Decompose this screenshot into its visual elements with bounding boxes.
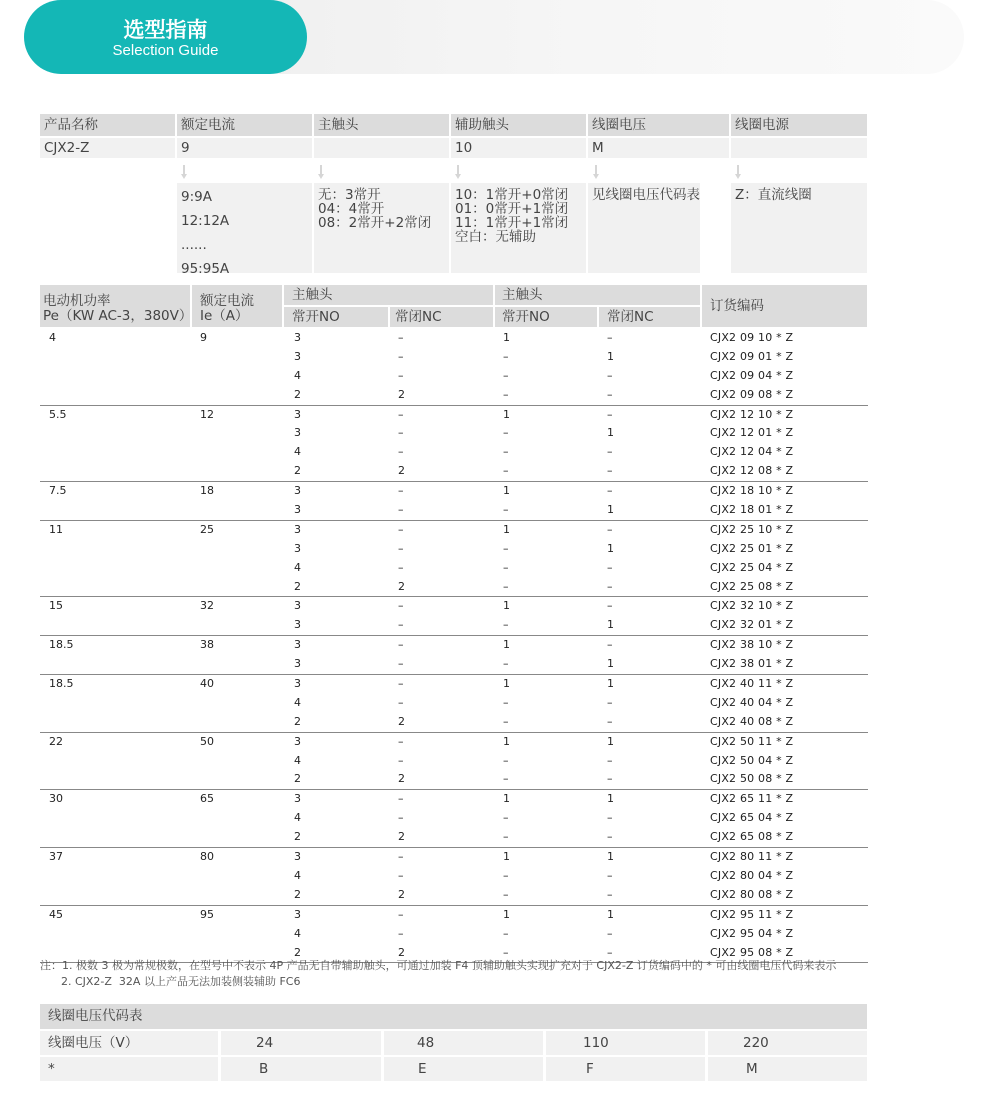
aux-nc-cell: – (607, 464, 613, 478)
table-group (40, 790, 868, 848)
rated-current-cell: 9 (200, 331, 207, 344)
aux-no-cell: 1 (503, 792, 510, 806)
order-code-cell: CJX2 80 11 * Z (710, 850, 794, 864)
table-row (40, 597, 868, 616)
order-code-cell: CJX2 32 01 * Z (710, 618, 794, 632)
model-value-current: 9 (177, 138, 312, 158)
aux-no-cell: – (503, 579, 509, 593)
table-group (40, 848, 868, 906)
coil-voltage-label: 线圈电压（V） (40, 1031, 218, 1055)
aux-no-cell: – (503, 657, 509, 671)
table-row (40, 713, 868, 732)
coil-voltage-220: 220 (708, 1031, 867, 1055)
main-no-cell: 3 (294, 522, 301, 536)
order-code-cell: CJX2 09 04 * Z (710, 368, 794, 382)
table-row (40, 501, 868, 520)
main-no-cell: 4 (294, 868, 301, 882)
model-value-coil-voltage: M (588, 138, 729, 158)
table-row (40, 906, 868, 925)
order-code-cell: CJX2 18 01 * Z (710, 503, 794, 517)
table-group (40, 675, 868, 733)
notes (40, 958, 836, 990)
model-value-product: CJX2-Z (40, 138, 175, 158)
main-no-cell: 3 (294, 349, 301, 363)
coil-voltage-24: 24 (221, 1031, 381, 1055)
main-no-cell: 3 (294, 484, 301, 498)
header-motor-power-line1: 电动机功率 (43, 293, 111, 309)
main-no-cell: 3 (294, 541, 301, 555)
main-nc-cell: – (398, 560, 404, 574)
table-row (40, 578, 868, 597)
main-no-cell: 2 (294, 887, 301, 901)
aux-no-cell: – (503, 560, 509, 574)
aux-no-cell: – (503, 945, 509, 959)
order-code-cell: CJX2 40 11 * Z (710, 677, 794, 691)
aux-nc-cell: – (607, 868, 613, 882)
main-nc-cell: – (398, 522, 404, 536)
arrow-down-icon (735, 165, 741, 179)
main-no-cell: 4 (294, 368, 301, 382)
table-row (40, 655, 868, 674)
table-group (40, 406, 868, 483)
main-nc-cell: – (398, 638, 404, 652)
motor-power-cell: 18.5 (49, 677, 74, 691)
table-row (40, 329, 868, 348)
main-nc-cell: – (398, 850, 404, 864)
detail-current-options: 9:9A 12:12A ...... 95:95A (177, 183, 312, 273)
aux-no-cell: – (503, 503, 509, 517)
table-row (40, 386, 868, 405)
order-code-cell: CJX2 40 08 * Z (710, 714, 794, 728)
main-no-cell: 4 (294, 560, 301, 574)
main-no-cell: 2 (294, 464, 301, 478)
model-value-coil-supply (731, 138, 867, 158)
main-no-cell: 3 (294, 599, 301, 613)
rated-current-cell: 80 (200, 850, 214, 864)
order-code-cell: CJX2 95 08 * Z (710, 945, 794, 959)
aux-no-cell: – (503, 695, 509, 709)
header-main-contact: 主触头 (284, 285, 493, 305)
aux-no-cell: – (503, 541, 509, 555)
motor-power-cell: 30 (49, 792, 63, 806)
arrow-down-icon (181, 165, 187, 179)
table-group (40, 733, 868, 791)
table-row (40, 424, 868, 443)
order-code-cell: CJX2 25 04 * Z (710, 560, 794, 574)
main-no-cell: 4 (294, 695, 301, 709)
order-code-cell: CJX2 65 04 * Z (710, 811, 794, 825)
rated-current-cell: 25 (200, 522, 214, 536)
table-row (40, 694, 868, 713)
model-value-main-contact (314, 138, 449, 158)
main-nc-cell: – (398, 753, 404, 767)
detail-coil-supply-options: Z：直流线圈 (731, 183, 867, 273)
order-code-cell: CJX2 25 08 * Z (710, 579, 794, 593)
aux-nc-cell: – (607, 368, 613, 382)
aux-no-cell: – (503, 926, 509, 940)
main-nc-cell: – (398, 734, 404, 748)
main-no-cell: 2 (294, 772, 301, 786)
detail-main-contact-options: 无：3常开 04：4常开 08：2常开+2常闭 (314, 183, 449, 273)
header-rated-current-line1: 额定电流 (200, 293, 254, 309)
main-no-cell: 2 (294, 579, 301, 593)
main-nc-cell: – (398, 503, 404, 517)
main-no-cell: 3 (294, 618, 301, 632)
table-row (40, 540, 868, 559)
aux-nc-cell: – (607, 407, 613, 421)
coil-code-e: E (384, 1057, 543, 1081)
aux-no-cell: 1 (503, 677, 510, 691)
aux-nc-cell: – (607, 753, 613, 767)
table-group (40, 636, 868, 675)
aux-nc-cell: – (607, 926, 613, 940)
order-code-cell: CJX2 95 04 * Z (710, 926, 794, 940)
section-title-en: Selection Guide (112, 42, 219, 59)
table-row (40, 790, 868, 809)
coil-code-b: B (221, 1057, 381, 1081)
model-header-coil-supply: 线圈电源 (731, 114, 867, 136)
aux-no-cell: 1 (503, 522, 510, 536)
main-no-cell: 3 (294, 638, 301, 652)
main-nc-cell: 2 (398, 714, 405, 728)
rated-current-cell: 40 (200, 677, 214, 691)
table-row (40, 482, 868, 501)
aux-nc-cell: – (607, 579, 613, 593)
table-row (40, 367, 868, 386)
main-nc-cell: – (398, 484, 404, 498)
coil-code-label: * (40, 1057, 218, 1081)
order-code-cell: CJX2 12 04 * Z (710, 445, 794, 459)
table-row (40, 462, 868, 481)
aux-nc-cell: – (607, 331, 613, 344)
aux-nc-cell: – (607, 484, 613, 498)
coil-code-f: F (546, 1057, 705, 1081)
model-header-current: 额定电流 (177, 114, 312, 136)
table-row (40, 636, 868, 655)
aux-nc-cell: – (607, 445, 613, 459)
section-title-cn: 选型指南 (123, 18, 208, 42)
order-code-cell: CJX2 18 10 * Z (710, 484, 794, 498)
aux-no-cell: – (503, 349, 509, 363)
aux-no-cell: 1 (503, 638, 510, 652)
header-motor-power (40, 285, 193, 327)
aux-nc-cell: 1 (607, 850, 614, 864)
rated-current-cell: 38 (200, 638, 214, 652)
table-row (40, 925, 868, 944)
main-no-cell: 3 (294, 677, 301, 691)
order-code-cell: CJX2 50 08 * Z (710, 772, 794, 786)
header-order-code: 订货编码 (702, 285, 867, 327)
rated-current-cell: 18 (200, 484, 214, 498)
table-row (40, 443, 868, 462)
aux-no-cell: – (503, 811, 509, 825)
aux-no-cell: – (503, 753, 509, 767)
table-row (40, 886, 868, 905)
table-row (40, 521, 868, 540)
header-main-no: 常开NO (284, 307, 388, 327)
aux-no-cell: – (503, 887, 509, 901)
main-no-cell: 2 (294, 830, 301, 844)
table-row (40, 752, 868, 771)
model-header-coil-voltage: 线圈电压 (588, 114, 729, 136)
aux-no-cell: – (503, 368, 509, 382)
aux-no-cell: – (503, 426, 509, 440)
aux-no-cell: – (503, 714, 509, 728)
main-nc-cell: – (398, 445, 404, 459)
aux-no-cell: 1 (503, 734, 510, 748)
aux-nc-cell: 1 (607, 792, 614, 806)
main-nc-cell: – (398, 926, 404, 940)
aux-nc-cell: – (607, 772, 613, 786)
main-nc-cell: – (398, 426, 404, 440)
main-no-cell: 4 (294, 811, 301, 825)
aux-nc-cell: 1 (607, 426, 614, 440)
header-motor-power-line2: Pe（KW AC-3，380V） (43, 308, 193, 324)
main-no-cell: 3 (294, 734, 301, 748)
motor-power-cell: 45 (49, 907, 63, 921)
aux-no-cell: 1 (503, 850, 510, 864)
order-code-cell: CJX2 09 01 * Z (710, 349, 794, 363)
order-code-cell: CJX2 65 08 * Z (710, 830, 794, 844)
main-nc-cell: 2 (398, 830, 405, 844)
aux-nc-cell: – (607, 638, 613, 652)
order-code-cell: CJX2 09 08 * Z (710, 387, 794, 401)
motor-power-cell: 22 (49, 734, 63, 748)
main-no-cell: 3 (294, 792, 301, 806)
order-code-cell: CJX2 80 08 * Z (710, 887, 794, 901)
order-code-cell: CJX2 38 10 * Z (710, 638, 794, 652)
table-row (40, 809, 868, 828)
order-code-cell: CJX2 09 10 * Z (710, 331, 794, 344)
main-no-cell: 4 (294, 926, 301, 940)
aux-no-cell: 1 (503, 907, 510, 921)
rated-current-cell: 65 (200, 792, 214, 806)
motor-power-cell: 18.5 (49, 638, 74, 652)
table-row (40, 348, 868, 367)
arrow-down-icon (318, 165, 324, 179)
aux-no-cell: – (503, 445, 509, 459)
table-row (40, 867, 868, 886)
main-no-cell: 3 (294, 657, 301, 671)
order-code-cell: CJX2 38 01 * Z (710, 657, 794, 671)
header-rated-current-line2: Ie（A） (200, 308, 249, 324)
main-no-cell: 3 (294, 850, 301, 864)
table-row (40, 675, 868, 694)
header-aux-contact: 主触头 (495, 285, 700, 305)
table-row (40, 406, 868, 425)
detail-coil-voltage-note: 见线圈电压代码表 (588, 183, 700, 273)
aux-nc-cell: – (607, 887, 613, 901)
motor-power-cell: 7.5 (49, 484, 67, 498)
table-row (40, 828, 868, 847)
header-main-nc: 常闭NC (390, 307, 493, 327)
main-no-cell: 2 (294, 945, 301, 959)
aux-nc-cell: – (607, 387, 613, 401)
table-group (40, 521, 868, 598)
main-no-cell: 3 (294, 331, 301, 344)
aux-no-cell: 1 (503, 331, 510, 344)
main-no-cell: 3 (294, 503, 301, 517)
order-code-cell: CJX2 32 10 * Z (710, 599, 794, 613)
table-row (40, 770, 868, 789)
main-nc-cell: – (398, 677, 404, 691)
aux-nc-cell: – (607, 560, 613, 574)
main-nc-cell: 2 (398, 387, 405, 401)
aux-nc-cell: – (607, 695, 613, 709)
selection-table-body (40, 329, 868, 963)
aux-no-cell: 1 (503, 599, 510, 613)
main-no-cell: 4 (294, 445, 301, 459)
main-no-cell: 3 (294, 907, 301, 921)
rated-current-cell: 50 (200, 734, 214, 748)
order-code-cell: CJX2 80 04 * Z (710, 868, 794, 882)
main-nc-cell: – (398, 331, 404, 344)
main-no-cell: 3 (294, 407, 301, 421)
main-nc-cell: – (398, 907, 404, 921)
model-header-aux-contact: 辅助触头 (451, 114, 586, 136)
aux-no-cell: – (503, 464, 509, 478)
rated-current-cell: 12 (200, 407, 214, 421)
table-row (40, 733, 868, 752)
order-code-cell: CJX2 50 04 * Z (710, 753, 794, 767)
aux-nc-cell: – (607, 714, 613, 728)
motor-power-cell: 4 (49, 331, 56, 344)
header-aux-nc: 常闭NC (599, 307, 700, 327)
aux-nc-cell: 1 (607, 618, 614, 632)
main-no-cell: 2 (294, 387, 301, 401)
main-nc-cell: – (398, 618, 404, 632)
aux-no-cell: – (503, 868, 509, 882)
main-nc-cell: – (398, 599, 404, 613)
main-no-cell: 2 (294, 714, 301, 728)
aux-nc-cell: 1 (607, 907, 614, 921)
order-code-cell: CJX2 12 10 * Z (710, 407, 794, 421)
aux-nc-cell: 1 (607, 349, 614, 363)
table-group (40, 597, 868, 636)
aux-nc-cell: 1 (607, 677, 614, 691)
order-code-cell: CJX2 95 11 * Z (710, 907, 794, 921)
aux-no-cell: – (503, 830, 509, 844)
main-nc-cell: – (398, 541, 404, 555)
model-header-product: 产品名称 (40, 114, 175, 136)
aux-nc-cell: – (607, 945, 613, 959)
main-nc-cell: – (398, 695, 404, 709)
model-header-main-contact: 主触头 (314, 114, 449, 136)
motor-power-cell: 11 (49, 522, 63, 536)
aux-nc-cell: 1 (607, 541, 614, 555)
order-code-cell: CJX2 40 04 * Z (710, 695, 794, 709)
rated-current-cell: 32 (200, 599, 214, 613)
header-rated-current (192, 285, 282, 327)
main-no-cell: 3 (294, 426, 301, 440)
table-row (40, 616, 868, 635)
arrow-down-icon (593, 165, 599, 179)
coil-voltage-48: 48 (384, 1031, 543, 1055)
main-nc-cell: – (398, 368, 404, 382)
order-code-cell: CJX2 25 10 * Z (710, 522, 794, 536)
motor-power-cell: 15 (49, 599, 63, 613)
coil-table-title: 线圈电压代码表 (40, 1004, 867, 1029)
main-nc-cell: 2 (398, 945, 405, 959)
main-nc-cell: – (398, 407, 404, 421)
rated-current-cell: 95 (200, 907, 214, 921)
main-nc-cell: – (398, 811, 404, 825)
main-nc-cell: – (398, 349, 404, 363)
main-nc-cell: 2 (398, 887, 405, 901)
order-code-cell: CJX2 12 01 * Z (710, 426, 794, 440)
aux-no-cell: – (503, 618, 509, 632)
table-row (40, 559, 868, 578)
note-line-2: 2. CJX2-Z 32A 以上产品无法加装侧装辅助 FC6 (40, 975, 301, 988)
aux-nc-cell: 1 (607, 503, 614, 517)
aux-nc-cell: 1 (607, 734, 614, 748)
note-line-1: 注：1. 极数 3 极为常规极数，在型号中不表示 4P 产品无自带辅助触头，可通过加装 F4 顶辅助触头实现扩充对于 CJX2-Z 订货编码中的 * 可由线圈电压代码来表示 (40, 959, 837, 972)
main-nc-cell: – (398, 657, 404, 671)
main-nc-cell: – (398, 868, 404, 882)
table-row (40, 848, 868, 867)
main-nc-cell: – (398, 792, 404, 806)
arrow-down-icon (455, 165, 461, 179)
main-nc-cell: 2 (398, 772, 405, 786)
table-group (40, 906, 868, 964)
aux-nc-cell: – (607, 830, 613, 844)
header-aux-no: 常开NO (495, 307, 597, 327)
aux-nc-cell: – (607, 811, 613, 825)
coil-voltage-110: 110 (546, 1031, 705, 1055)
model-value-aux-contact: 10 (451, 138, 586, 158)
order-code-cell: CJX2 25 01 * Z (710, 541, 794, 555)
main-no-cell: 4 (294, 753, 301, 767)
detail-aux-contact-options: 10：1常开+0常闭 01：0常开+1常闭 11：1常开+1常闭 空白：无辅助 (451, 183, 586, 273)
motor-power-cell: 37 (49, 850, 63, 864)
order-code-cell: CJX2 50 11 * Z (710, 734, 794, 748)
aux-nc-cell: – (607, 599, 613, 613)
aux-no-cell: 1 (503, 484, 510, 498)
aux-nc-cell: – (607, 522, 613, 536)
main-nc-cell: 2 (398, 579, 405, 593)
table-group (40, 482, 868, 521)
table-group (40, 329, 868, 406)
motor-power-cell: 5.5 (49, 407, 67, 421)
aux-nc-cell: 1 (607, 657, 614, 671)
coil-code-m: M (708, 1057, 867, 1081)
order-code-cell: CJX2 65 11 * Z (710, 792, 794, 806)
main-nc-cell: 2 (398, 464, 405, 478)
aux-no-cell: – (503, 772, 509, 786)
section-title-badge (24, 0, 307, 74)
aux-no-cell: – (503, 387, 509, 401)
order-code-cell: CJX2 12 08 * Z (710, 464, 794, 478)
aux-no-cell: 1 (503, 407, 510, 421)
